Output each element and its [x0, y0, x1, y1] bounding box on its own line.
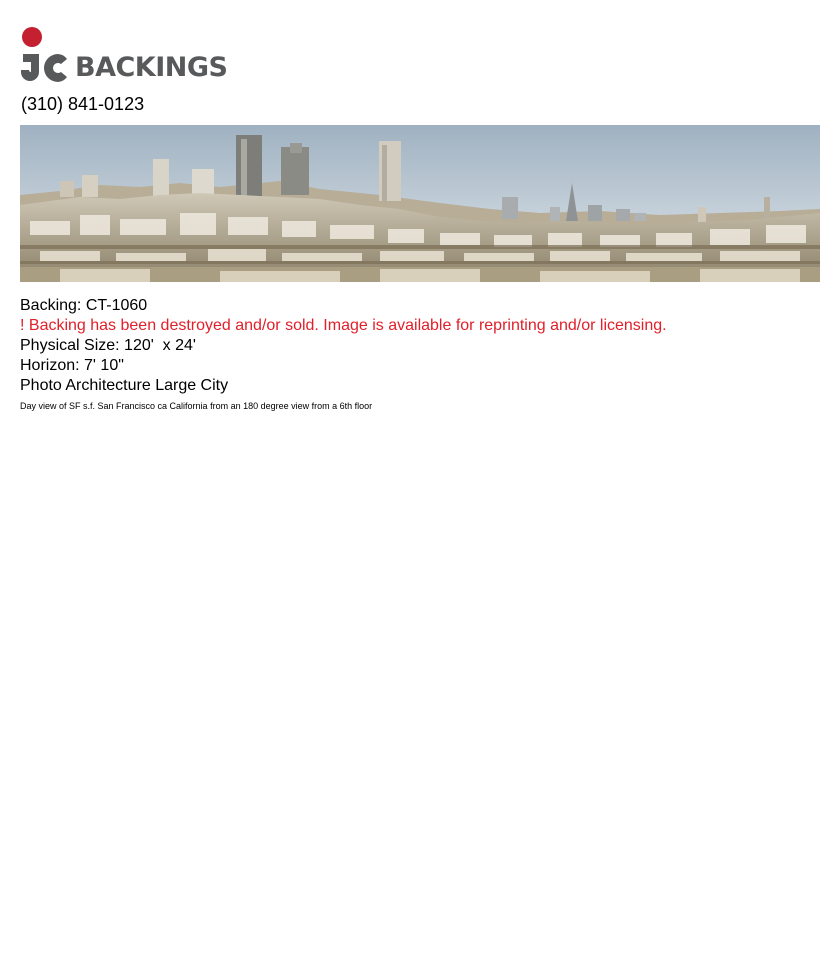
availability-warning: ! Backing has been destroyed and/or sold. Image is available for reprinting and/or licensing. [20, 317, 667, 334]
category: Photo Architecture Large City [20, 377, 229, 394]
city-skyline-panorama-image [20, 125, 820, 282]
jc-backings-logo [20, 26, 230, 86]
description: Day view of SF s.f. San Francisco ca California from an 180 degree view from a 6th floor [20, 401, 373, 411]
phone-number: (310) 841-0123 [21, 94, 145, 114]
backdrop-image [20, 125, 820, 282]
physical-size: Physical Size: 120' x 24' [20, 337, 196, 354]
backing-id: Backing: CT-1060 [20, 297, 148, 314]
backing-details [20, 296, 820, 412]
horizon: Horizon: 7' 10" [20, 357, 124, 374]
logo-wordmark: BACKINGS [75, 52, 228, 83]
jc-logo-icon [20, 26, 76, 86]
